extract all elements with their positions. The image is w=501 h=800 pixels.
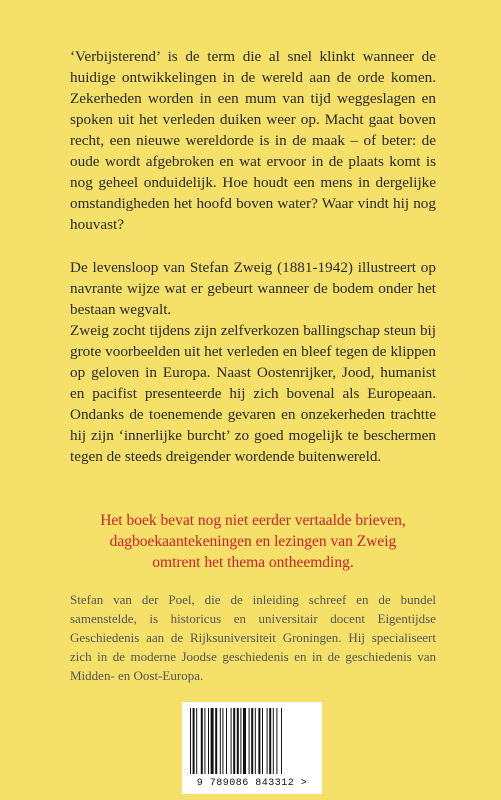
highlight-line-3: omtrent het thema ontheemding. [152, 554, 354, 571]
isbn-digits: 9 789086 843312 > [196, 778, 308, 789]
editor-bio: Stefan van der Poel, die de inleiding schreef en de bundel samenstelde, is historicus en universitair docent Eigentijdse Geschiedenis aan de Rijksuniversiteit Groningen. Hij specialiseert zich in de moderne Joodse geschiedenis en in de geschiedenis van Midden- en Oost-Europa. [70, 592, 436, 683]
barcode-icon [188, 708, 316, 776]
isbn-barcode [182, 702, 322, 794]
highlight-note [70, 510, 436, 573]
highlight-line-2: dagboekaantekeningen en lezingen van Zweig [109, 533, 397, 550]
highlight-line-1: Het boek bevat nog niet eerder vertaalde brieven, [100, 512, 406, 529]
blurb-paragraph-1: ‘Verbijsterend’ is de term die al snel klinkt wanneer de huidige ontwikkelingen in de wereld aan de orde komen. Zekerheden worden in een mum van tijd weggeslagen en spoken uit het verleden duiken weer op. Macht gaat boven recht, een nieuwe wereldorde is in de maak – of beter: de oude wordt afgebroken en wat ervoor in de plaats komt is nog geheel onduidelijk. Hoe houdt een mens in dergelijke omstandigheden het hoofd boven water? Waar vindt hij nog houvast? [70, 48, 436, 233]
blurb-paragraph-2: De levensloop van Stefan Zweig (1881-1942) illustreert op navrante wijze wat er gebeurt wanneer de bodem onder het bestaan wegvalt. [70, 259, 436, 318]
blurb-paragraph-3: Zweig zocht tijdens zijn zelfverkozen ballingschap steun bij grote voorbeelden uit het verleden en bleef tegen de klippen op geloven in Europa. Naast Oostenrijker, Jood, humanist en pacifist presenteerde hij zich bovenal als Europeaan. Ondanks de toenemende gevaren en onzekerheden trachtte hij zijn ‘innerlijke burcht’ zo goed mogelijk te beschermen tegen de steeds dreigender wordende buitenwereld. [70, 322, 436, 465]
